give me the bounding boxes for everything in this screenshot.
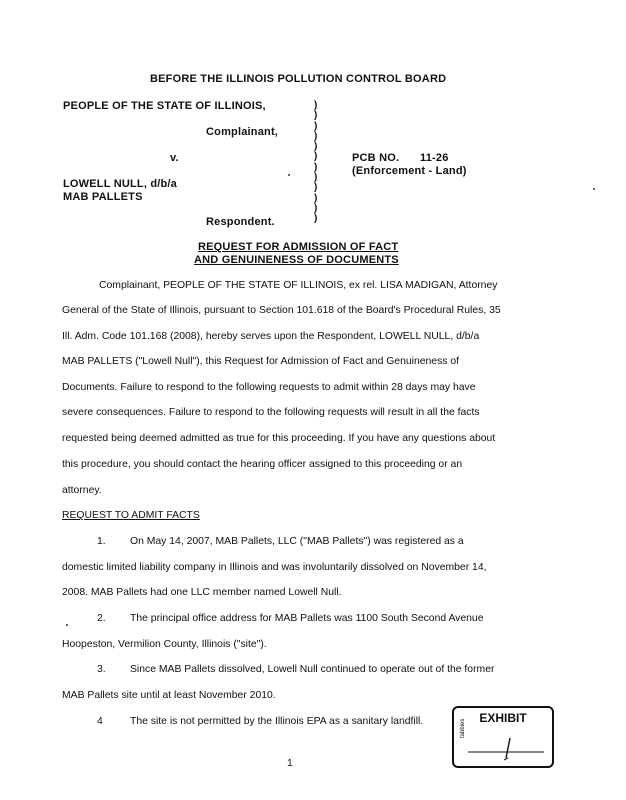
respondent-label: Respondent. [206,216,275,228]
exhibit-sticker [452,706,554,768]
scan-speck [66,624,68,626]
intro-line-6: severe consequences. Failure to respond to the following requests will result in all the facts [62,407,480,418]
item-2-line-1: The principal office address for MAB Pallets was 1100 South Second Avenue [130,613,484,624]
intro-line-9: attorney. [62,485,102,496]
item-number-3: 3. [97,664,106,675]
case-number: 11-26 [420,152,449,164]
item-3-line-1: Since MAB Pallets dissolved, Lowell Null continued to operate out of the former [130,664,495,675]
section-heading: REQUEST TO ADMIT FACTS [62,510,200,521]
case-number-label: PCB NO. [352,152,400,164]
document-title-line2: AND GENUINENESS OF DOCUMENTS [194,254,399,266]
intro-line-8: this procedure, you should contact the hearing officer assigned to this proceeding or an [62,459,463,470]
exhibit-signature-line [454,708,552,766]
case-type: (Enforcement - Land) [352,165,467,177]
item-number-4: 4 [97,716,103,727]
plaintiff-name: PEOPLE OF THE STATE OF ILLINOIS, [63,100,266,112]
item-number-2: 2. [97,613,106,624]
exhibit-label: EXHIBIT [479,711,527,725]
intro-line-4: MAB PALLETS ("Lowell Null"), this Request for Admission of Fact and Genuineness of [62,356,460,367]
item-3-line-2: MAB Pallets site until at least November 2010. [62,690,276,701]
item-2-line-2: Hoopeston, Vermilion County, Illinois ("site"). [62,639,267,650]
intro-line-1: Complainant, PEOPLE OF THE STATE OF ILLINOIS, ex rel. LISA MADIGAN, Attorney [99,280,498,291]
item-number-1: 1. [97,536,106,547]
item-1-line-1: On May 14, 2007, MAB Pallets, LLC ("MAB Pallets") was registered as a [130,536,464,547]
intro-line-7: requested being deemed admitted as true for this proceeding. If you have any questions about [62,433,496,444]
item-4-line-1: The site is not permitted by the Illinois EPA as a sanitary landfill. [130,716,424,727]
caption-bracket: ) ) ) ) ) ) ) ) ) ) ) ) [314,100,318,225]
complainant-label: Complainant, [206,126,279,138]
page-number: 1 [287,758,293,769]
board-heading: BEFORE THE ILLINOIS POLLUTION CONTROL BOARD [150,73,447,85]
scan-speck [593,188,595,190]
versus-label: v. [170,152,179,164]
item-1-line-2: domestic limited liability company in Illinois and was involuntarily dissolved on November 14, [62,562,487,573]
document-title-line1: REQUEST FOR ADMISSION OF FACT [198,241,399,253]
scan-speck [288,174,290,176]
intro-line-3: Ill. Adm. Code 101.168 (2008), hereby serves upon the Respondent, LOWELL NULL, d/b/a [62,331,480,342]
intro-line-5: Documents. Failure to respond to the following requests to admit within 28 days may have [62,382,476,393]
defendant-name: LOWELL NULL, d/b/a [63,178,177,190]
exhibit-tab-text: tabbies [460,718,466,738]
item-1-line-3: 2008. MAB Pallets had one LLC member named Lowell Null. [62,587,342,598]
intro-line-2: General of the State of Illinois, pursuant to Section 101.618 of the Board's Procedural Rules, 35 [62,305,501,316]
defendant-dba: MAB PALLETS [63,191,143,203]
